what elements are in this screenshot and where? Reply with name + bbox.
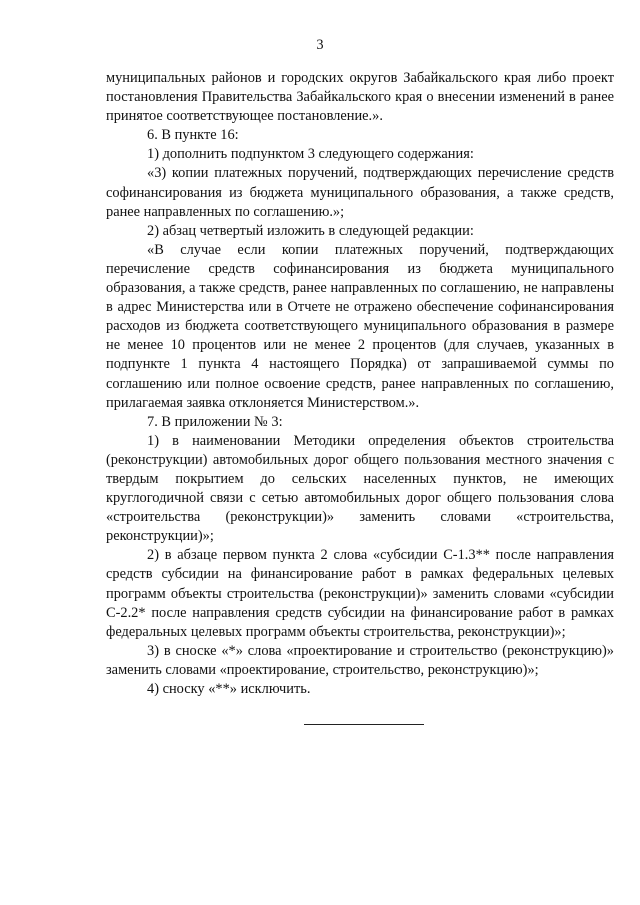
- subitem-6-2: 2) абзац четвертый изложить в следующей редакции:: [147, 222, 474, 239]
- subitem-7-1: 1) в наименовании Методики определения объектов строительства (реконструкции) автомобильных дорог общего пользования местного значения с твердым покрытием до сельских населенных пунктов, не имеющих круглогодичной связи с сетью автомобильных дорог общего пользования слова «строительства (реконструкции)» заменить словами «строительства, реконструкции)»;: [106, 432, 614, 545]
- quoted-paragraph-four: «В случае если копии платежных поручений, подтверждающих перечисление средств софинансирования из бюджета муниципального образования, а также средств, ранее направленных по соглашению, не направлены в адрес Министерства или в Отчете не отражено обеспечение софинансирования расходов из бюджета соответствующего муниципального образования в размере не менее 10 процентов или не менее 2 процентов (для случаев, указанных в подпункте 1 пункта 4 настоящего Порядка) от запрашиваемой суммы по соглашению или полное освоение средств, ранее направленных по соглашению, прилагаемая заявка отклоняется Министерством.».: [106, 241, 614, 411]
- quoted-subitem-3: «3) копии платежных поручений, подтверждающих перечисление средств софинансирования из бюджета муниципального образования, а также средств, ранее направленных по соглашению.»;: [106, 165, 614, 220]
- item-7-heading: 7. В приложении № 3:: [147, 413, 283, 430]
- document-body: [106, 69, 614, 699]
- subitem-7-3: 3) в сноске «*» слова «проектирование и строительство (реконструкцию)» заменить словами «проектирование, строительство, реконструкцию)»;: [106, 642, 614, 678]
- subitem-7-4: 4) сноску «**» исключить.: [147, 681, 311, 697]
- item-6-heading: 6. В пункте 16:: [147, 127, 239, 144]
- subitem-7-2: 2) в абзаце первом пункта 2 слова «субсидии С-1.3** после направления средств субсидии на финансирование работ в рамках федеральных целевых программ объекты строительства (реконструкции)» заменить словами «субсидии С-2.2* после направления средств субсидии на финансирование работ в рамках федеральных целевых программ объекты строительства, реконструкции)»;: [106, 547, 614, 640]
- closing-divider-line: [304, 724, 424, 725]
- subitem-6-1: 1) дополнить подпунктом 3 следующего содержания:: [147, 146, 474, 163]
- paragraph-continuation: муниципальных районов и городских округов Забайкальского края либо проект постановления Правительства Забайкальского края о внесении изменений в ранее принятое соответствующее постановление.».: [106, 70, 614, 125]
- page-number: 3: [316, 37, 324, 53]
